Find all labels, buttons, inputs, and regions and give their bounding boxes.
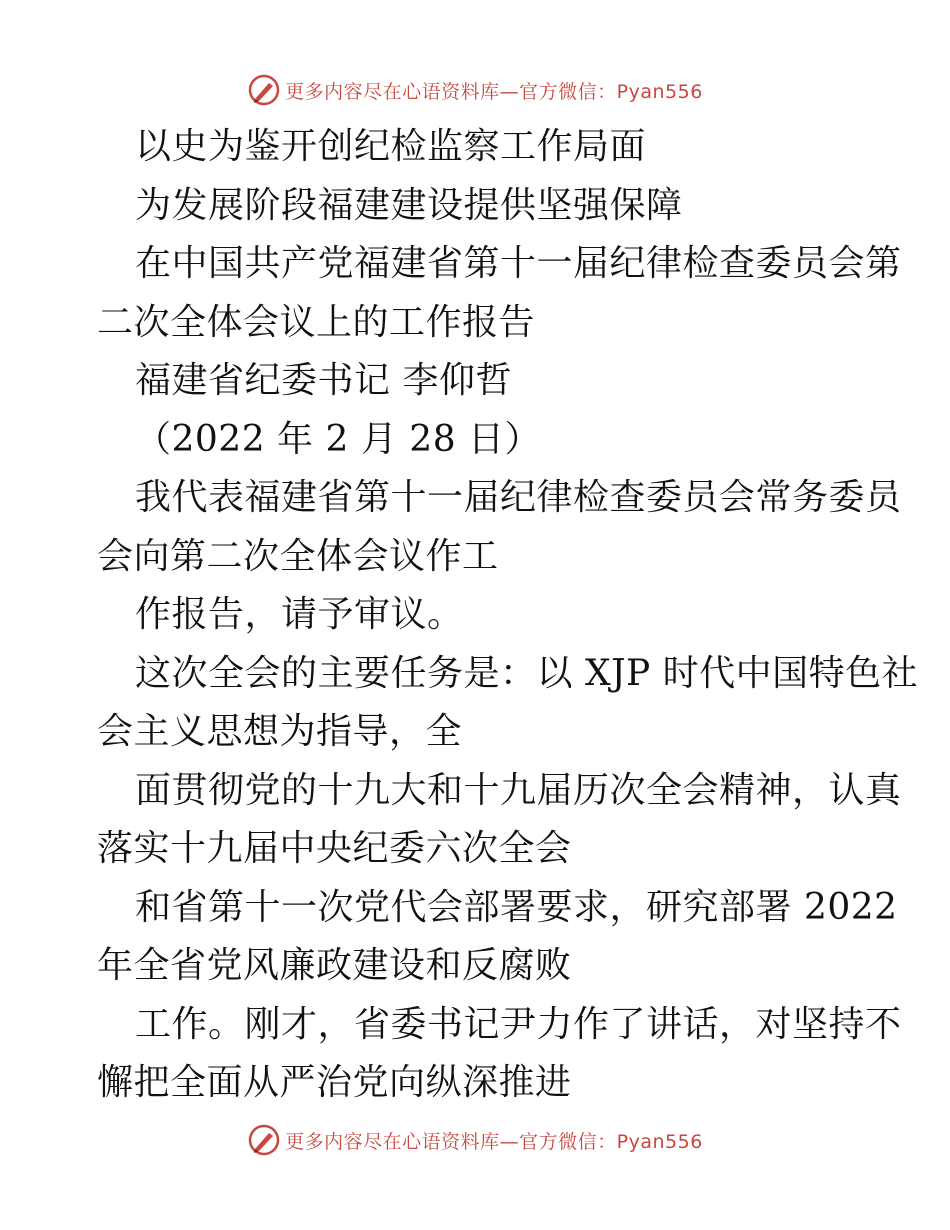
title-line-1: 以史为鉴开创纪检监察工作局面 — [135, 126, 647, 167]
title-line-2: 为发展阶段福建建设提供坚强保障 — [135, 184, 683, 226]
paragraph-line: 这次全会的主要任务是：以 XJP 时代中国特色社 — [135, 652, 919, 694]
watermark-banner-bottom — [0, 1120, 950, 1160]
paragraph-line: 作报告，请予审议。 — [135, 594, 464, 635]
document-body — [97, 118, 919, 1113]
paragraph-line: 会向第二次全体会议作工 — [97, 535, 499, 577]
paragraph-line: 懈把全面从严治党向纵深推进 — [97, 1062, 572, 1103]
paragraph-line: 我代表福建省第十一届纪律检查委员会常务委员 — [135, 477, 902, 518]
subtitle-line-2: 二次全体会议上的工作报告 — [97, 301, 536, 343]
watermark-banner-top — [0, 70, 950, 110]
pen-logo-icon — [247, 1123, 281, 1157]
date-line: （2022 年 2 月 28 日） — [135, 418, 542, 460]
paragraph-line: 面贯彻党的十九大和十九届历次全会精神，认真 — [135, 769, 902, 811]
watermark-text: 更多内容尽在心语资料库—官方微信：Pyan556 — [285, 1130, 703, 1153]
paragraph-line: 会主义思想为指导，全 — [97, 711, 463, 752]
paragraph-line: 落实十九届中央纪委六次全会 — [97, 828, 572, 869]
subtitle-line-1: 在中国共产党福建省第十一届纪律检查委员会第 — [135, 243, 902, 284]
pen-logo-icon — [247, 73, 281, 107]
paragraph-line: 工作。刚才，省委书记尹力作了讲话，对坚持不 — [135, 1003, 902, 1045]
paragraph-line: 年全省党风廉政建设和反腐败 — [97, 945, 572, 986]
watermark-text: 更多内容尽在心语资料库—官方微信：Pyan556 — [285, 80, 703, 103]
paragraph-line: 和省第十一次党代会部署要求，研究部署 2022 — [135, 886, 898, 928]
author-line: 福建省纪委书记 李仰哲 — [135, 360, 512, 401]
